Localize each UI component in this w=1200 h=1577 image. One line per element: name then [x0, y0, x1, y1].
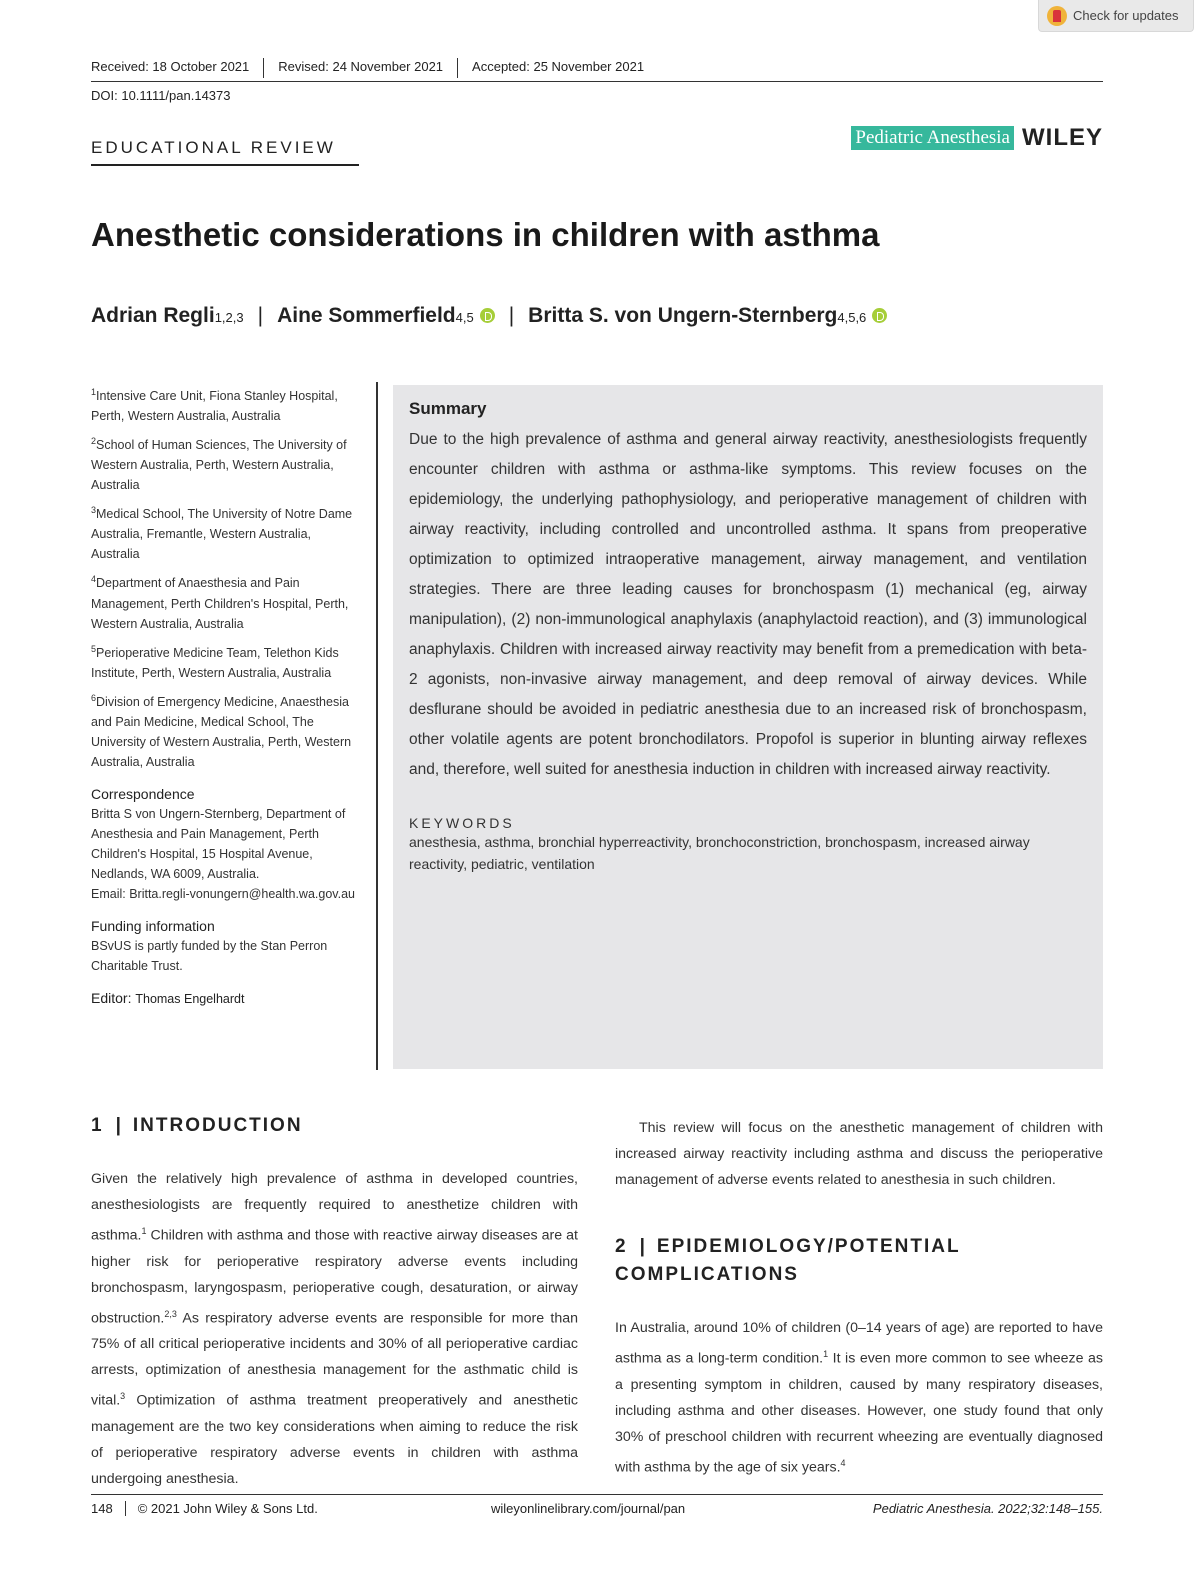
summary-box: [393, 385, 1103, 1069]
funding-text: BSvUS is partly funded by the Stan Perron Charitable Trust.: [91, 938, 328, 973]
affiliation: [91, 500, 362, 564]
check-for-updates-label: Check for updates: [1073, 8, 1179, 23]
section-title: INTRODUCTION: [132, 1115, 303, 1136]
summary-heading: Summary: [409, 399, 487, 418]
citation-ref[interactable]: 1: [823, 1349, 829, 1359]
publisher-logo: WILEY: [1022, 124, 1103, 151]
affiliation-text: Intensive Care Unit, Fiona Stanley Hospital, Perth, Western Australia, Australia: [91, 389, 338, 424]
page-footer: [91, 1494, 1103, 1516]
citation: Pediatric Anesthesia. 2022;32:148–155.: [872, 1501, 1103, 1516]
affiliation-number: 5: [91, 643, 97, 654]
article-title: Anesthetic considerations in children with asthma: [91, 216, 880, 253]
author-list: [91, 304, 887, 328]
column-right: [615, 1115, 1103, 1480]
article-dates: [91, 58, 1103, 82]
check-for-updates-button[interactable]: [1038, 0, 1194, 32]
affiliation-text: Perioperative Medicine Team, Telethon Kids Institute, Perth, Western Australia, Australia: [91, 645, 339, 680]
correspondence-text: Britta S von Ungern-Sternberg, Department of Anesthesia and Pain Management, Perth Children's Hospital, 15 Hospital Avenue, Nedlands, WA 6009, Australia.: [91, 806, 346, 881]
affiliation-number: 4: [91, 574, 97, 585]
text-run: Children with asthma and those with reactive airway diseases are at higher risk for perioperative respiratory adverse events including bronchospasm, laryngospasm, perioperative cough, desaturation, or airway obstruction.: [91, 1227, 578, 1327]
citation-ref[interactable]: 4: [840, 1457, 846, 1468]
affiliation-number: 6: [91, 692, 97, 703]
summary-text: Due to the high prevalence of asthma and general airway reactivity, anesthesiologists frequently encounter children with asthma or asthma-like symptoms. This review focuses on the epidemiology, the underlying pathophysiology, and perioperative management of children with airway reactivity, including controlled and uncontrolled asthma. It spans from preoperative optimization to optimized intraoperative management, airway management, and ventilation strategies. There are three leading causes for bronchospasm (1) mechanical (eg, airway manipulation), (2) non-immunological anaphylaxis (anaphylactoid reaction), and (3) immunological anaphylaxis. Children with increased airway reactivity may benefit from a premedication with beta-2 agonists, non-invasive airway management, and deep removal of airway devices. While desflurane should be avoided in pediatric anesthesia due to an increased risk of bronchospasm, other volatile agents are potent bronchodilators. Propofol is superior in blunting airway reflexes and, therefore, well suited for anesthesia induction in children with increased airway reactivity.: [409, 431, 1087, 778]
editor-name: Thomas Engelhardt: [135, 991, 245, 1006]
journal-url[interactable]: wileyonlinelibrary.com/journal/pan: [491, 1501, 686, 1516]
funding-heading: Funding information: [91, 917, 215, 934]
affiliation: [91, 431, 362, 495]
orcid-icon[interactable]: [480, 308, 495, 323]
affiliation-text: School of Human Sciences, The University of Western Australia, Perth, Western Australia, Australia: [91, 438, 347, 493]
revised-date: Revised: 24 November 2021: [278, 58, 458, 78]
page-number: 148: [91, 1501, 126, 1516]
text-run: In Australia, around 10% of children (0–14 years of age) are reported to have asthma as a long-term condition.: [615, 1320, 1103, 1367]
journal-branding: [851, 124, 1103, 152]
author-affiliation-ref: 4,5: [455, 310, 474, 325]
author-name: Britta S. von Ungern-Sternberg: [528, 304, 838, 327]
column-left: [91, 1112, 578, 1492]
introduction-paragraph-2: This review will focus on the anesthetic management of children with increased airway reactivity including asthma and discuss the perioperative management of adverse events related to anesthesia in such children.: [615, 1120, 1103, 1188]
section-number: 1: [91, 1115, 104, 1136]
editor-label: Editor:: [91, 989, 132, 1006]
affiliation: [91, 688, 362, 772]
author-affiliation-ref: 4,5,6: [837, 310, 867, 325]
affiliation: [91, 639, 362, 683]
accepted-date: Accepted: 25 November 2021: [472, 59, 645, 74]
bookmark-icon: [1047, 6, 1067, 26]
affiliation-text: Department of Anaesthesia and Pain Management, Perth Children's Hospital, Perth, Western Australia, Australia: [91, 576, 349, 631]
citation-ref[interactable]: 3: [120, 1391, 126, 1402]
author-separator: |: [508, 304, 515, 327]
section-number: 2: [615, 1236, 628, 1257]
affiliation-number: 3: [91, 505, 97, 516]
affiliations-sidebar: [91, 382, 378, 1070]
affiliation-text: Medical School, The University of Notre Dame Australia, Fremantle, Western Australia, Australia: [91, 507, 353, 562]
text-run: It is even more common to see wheeze as a presenting symptom in children, caused by many respiratory diseases, including asthma and other diseases. However, one study found that only 30% of preschool children with recurrent wheezing are eventually diagnosed with asthma by the age of six years.: [615, 1350, 1103, 1476]
copyright: © 2021 John Wiley & Sons Ltd.: [137, 1501, 318, 1516]
affiliation: [91, 569, 362, 633]
text-run: Given the relatively high prevalence of asthma in developed countries, anesthesiologists are frequently required to anesthetize children with asthma.: [91, 1171, 578, 1244]
orcid-icon[interactable]: [872, 308, 887, 323]
section-heading-introduction: [91, 1112, 578, 1140]
keywords: anesthesia, asthma, bronchial hyperreactivity, bronchoconstriction, bronchospasm, increased airway reactivity, pediatric, ventilation: [409, 834, 1030, 872]
article-type: EDUCATIONAL REVIEW: [91, 138, 359, 166]
citation-ref[interactable]: 1: [141, 1226, 147, 1236]
text-run: As respiratory adverse events are responsible for more than 75% of all critical perioperative incidents and 30% of all perioperative cardiac arrests, optimization of anesthesia management for the asthmatic child is vital.: [91, 1310, 578, 1410]
epidemiology-paragraph: [615, 1315, 1103, 1480]
author-name: Adrian Regli: [91, 304, 215, 327]
journal-logo: Pediatric Anesthesia: [851, 126, 1014, 150]
text-run: Optimization of asthma treatment preoperatively and anesthetic management are the two key considerations when aiming to reduce the risk of perioperative respiratory adverse events in children with asthma undergoing anesthesia.: [91, 1393, 578, 1488]
citation-ref[interactable]: 2,3: [164, 1308, 177, 1319]
keywords-heading: KEYWORDS: [409, 815, 515, 831]
section-heading-epidemiology: [615, 1233, 1103, 1289]
correspondence-heading: Correspondence: [91, 785, 195, 802]
affiliation-number: 2: [91, 436, 97, 447]
author-affiliation-ref: 1,2,3: [214, 310, 244, 325]
editor-line: [91, 988, 362, 1009]
doi[interactable]: DOI: 10.1111/pan.14373: [91, 88, 231, 103]
affiliation-text: Division of Emergency Medicine, Anaesthesia and Pain Medicine, Medical School, The University of Western Australia, Perth, Western Australia, Australia: [91, 694, 352, 769]
affiliation: [91, 382, 362, 426]
section-title: EPIDEMIOLOGY/POTENTIAL COMPLICATIONS: [615, 1236, 961, 1285]
section-separator: |: [639, 1236, 645, 1257]
received-date: Received: 18 October 2021: [91, 58, 264, 78]
section-separator: |: [115, 1115, 121, 1136]
author-separator: |: [257, 304, 264, 327]
correspondence-email[interactable]: Email: Britta.regli-vonungern@health.wa.gov.au: [91, 886, 355, 901]
introduction-paragraph: [91, 1166, 578, 1492]
author-name: Aine Sommerfield: [277, 304, 456, 327]
affiliation-number: 1: [91, 387, 97, 397]
